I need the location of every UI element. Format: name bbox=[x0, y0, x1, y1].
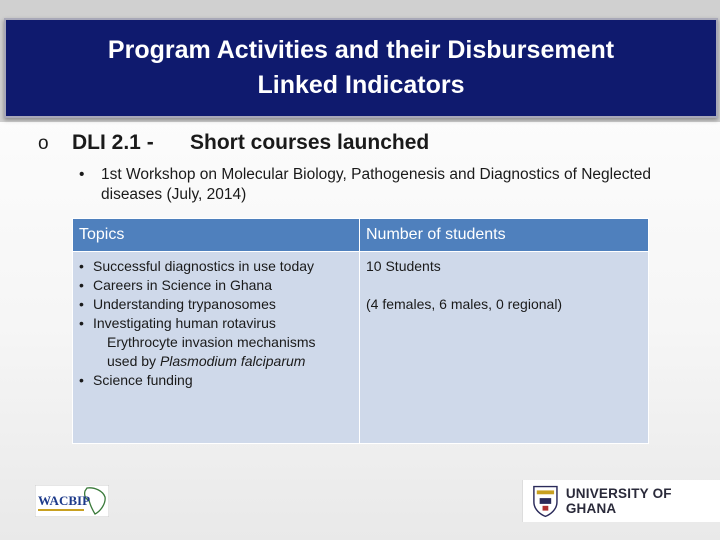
students-breakdown: (4 females, 6 males, 0 regional) bbox=[366, 296, 563, 312]
title-box bbox=[4, 18, 718, 118]
university-of-ghana-logo bbox=[522, 480, 720, 522]
species-name: Plasmodium falciparum bbox=[159, 353, 306, 369]
table-header-row bbox=[73, 219, 649, 252]
students-cell bbox=[360, 252, 649, 444]
university-name: UNIVERSITY OF GHANA bbox=[565, 486, 672, 516]
wacbip-logo bbox=[35, 485, 109, 517]
workshop-bullet bbox=[79, 165, 679, 205]
list-item: • Careers in Science in Ghana bbox=[79, 277, 272, 293]
bullet-marker: • bbox=[79, 166, 85, 183]
dli-description: Short courses launched bbox=[190, 131, 430, 154]
slide-title: Program Activities and their Disbursement Linked Indicators bbox=[107, 36, 615, 99]
table-row bbox=[73, 252, 649, 444]
university-crest-icon bbox=[531, 484, 560, 518]
list-item: • Successful diagnostics in use today bbox=[79, 258, 315, 274]
workshop-text: 1st Workshop on Molecular Biology, Pathogenesis and Diagnostics of Neglected diseases (July, 2014) bbox=[101, 166, 651, 203]
list-item: • Investigating human rotavirus bbox=[79, 315, 276, 331]
header-topics: Topics bbox=[73, 219, 360, 252]
header-number-of-students: Number of students bbox=[360, 219, 649, 252]
svg-text:WACBIP: WACBIP bbox=[38, 493, 91, 508]
topics-table bbox=[72, 218, 649, 444]
wacbip-logo-graphic bbox=[35, 485, 109, 517]
list-item-continuation: Erythrocyte invasion mechanisms bbox=[107, 334, 316, 350]
students-total: 10 Students bbox=[366, 258, 441, 274]
list-item-continuation: used by Plasmodium falciparum bbox=[107, 353, 306, 369]
dli-heading bbox=[38, 131, 429, 155]
list-item: • Science funding bbox=[79, 372, 193, 388]
dli-bullet-marker: o bbox=[38, 133, 49, 154]
dli-code: DLI 2.1 - bbox=[72, 131, 154, 154]
topics-cell bbox=[73, 252, 360, 444]
list-item: • Understanding trypanosomes bbox=[79, 296, 276, 312]
topic-list bbox=[79, 257, 353, 390]
